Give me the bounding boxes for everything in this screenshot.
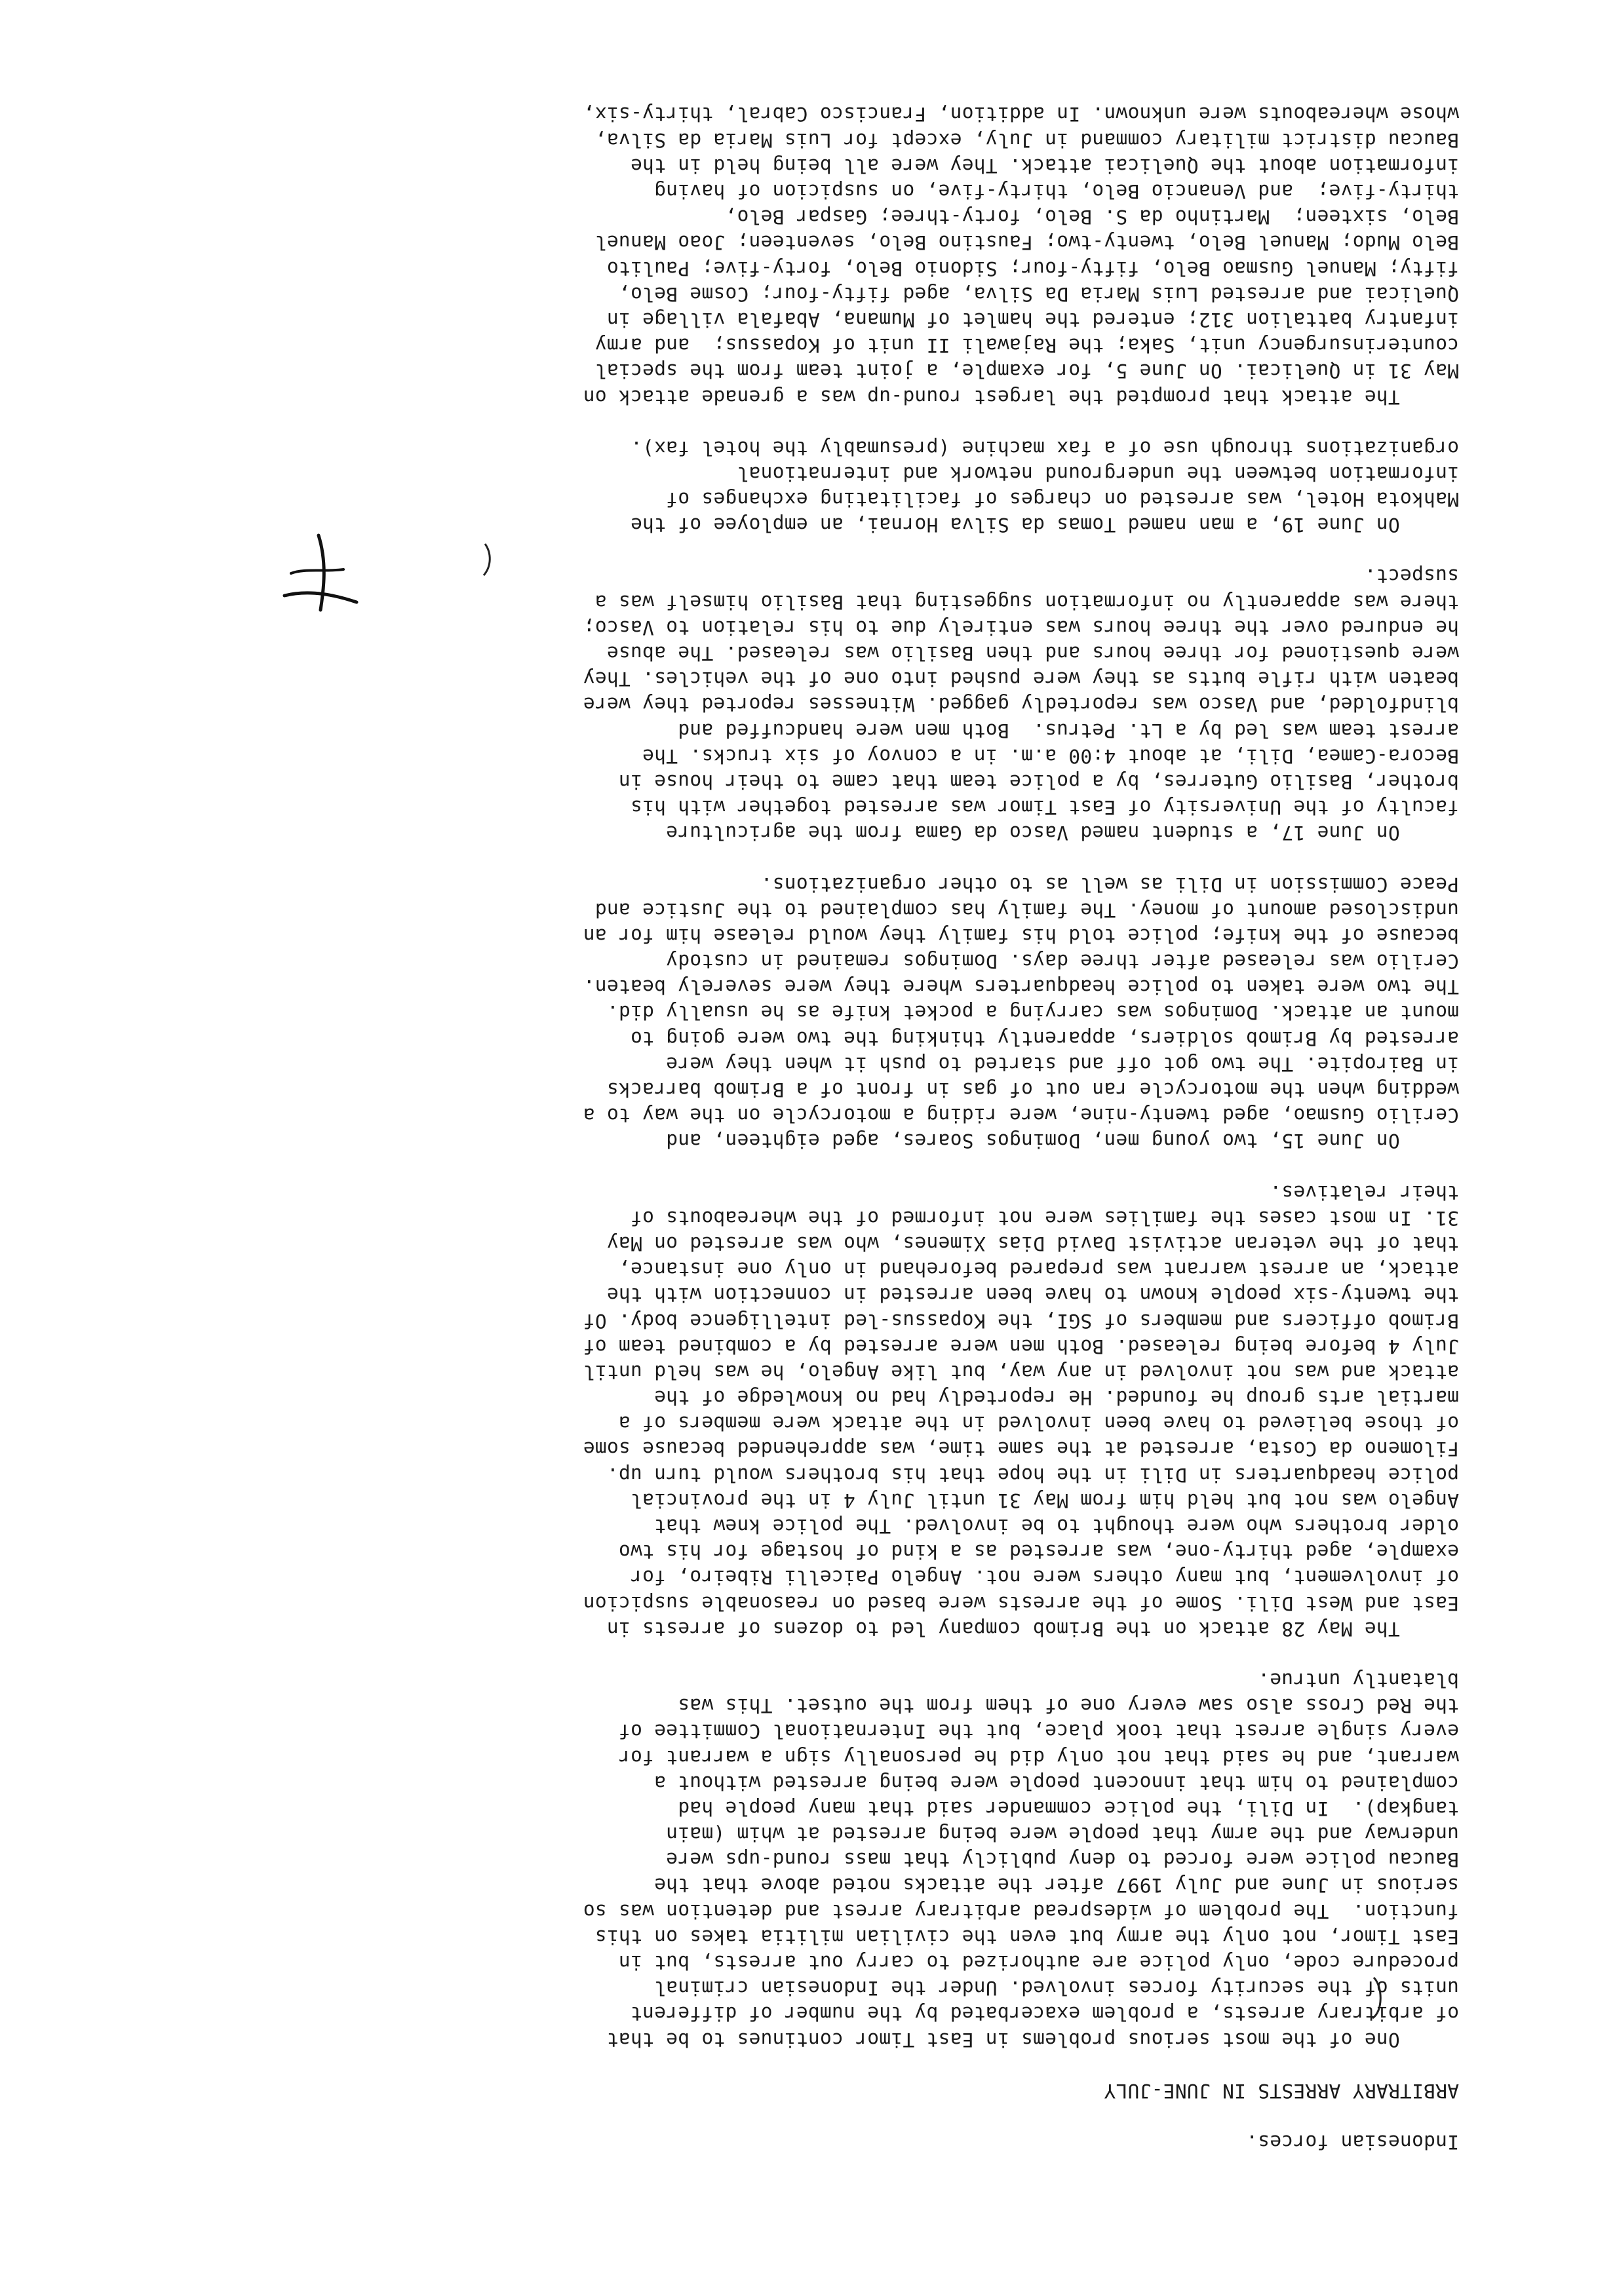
margin-tick-mark [475, 540, 501, 579]
text-line: example, aged thirty-one, was arrested as a kind of hostage for his two [618, 1540, 1459, 1563]
text-line: their relatives. [1270, 1181, 1459, 1204]
document-body [128, 75, 1459, 2154]
paragraph-may-28-attack [128, 1179, 1459, 1641]
text-line: in Bairopite. The two got off and started to push it when they were [665, 1052, 1459, 1075]
text-line: On June 17, a student named Vasco da Gama from the agriculture [665, 822, 1459, 845]
text-line: beaten with rifle butts as they were pushed into one of the vehicles. They [583, 668, 1459, 691]
text-line: Belo, sixteen; Martinho da S. Belo, forty-three; Gaspar Belo, [725, 206, 1459, 229]
text-line: One of the most serious problems in East Timor continues to be that [606, 2028, 1459, 2051]
text-line: every single arrest that took place, but the International Committee of [618, 1720, 1459, 1743]
text-line: Baucau police were forced to deny publicly that mass round-ups were [665, 1848, 1459, 1871]
text-line: The May 28 attack on the Brimob company led to dozens of arrests in [606, 1617, 1459, 1640]
text-line: Baucau district military command in July, except for Luis Maria da Silva, [594, 128, 1459, 151]
text-line: mount an attack. Domingos was carrying a pocket knife as he usually did. [606, 1001, 1459, 1024]
text-line: On June 19, a man named Tomas da Silva Hornai, an employee of the [630, 514, 1459, 537]
text-line: Cerilio was released after three days. Domingos remained in custody [665, 950, 1459, 973]
text-line: units of the security forces involved. Under the Indonesian criminal [653, 1977, 1459, 2000]
text-line: The attack that prompted the largest round-up was a grenade attack on [583, 385, 1459, 408]
text-line: Mahkota Hotel, was arrested on charges of facilitating exchanges of [665, 488, 1459, 511]
text-line: of arbitrary arrests, a problem exacerbated by the number of different [630, 2002, 1459, 2025]
text-line: brother, Basilio Guterres, by a police team that came to their house in [618, 771, 1459, 793]
text-line: Filomeno da Costa, arrested at the same time, was apprehended because some [583, 1438, 1459, 1461]
text-line: On June 15, two young men, Domingos Soares, aged eighteen, and [665, 1130, 1459, 1153]
text-line: thirty-five; and Venancio Belo, thirty-five, on suspicion of having [653, 180, 1459, 203]
text-line: blatantly untrue. [1257, 1669, 1459, 1691]
text-line: Belo Mudo; Manuel Belo, twenty-two; Faustino Belo, seventeen; Joao Manuel [594, 231, 1459, 254]
text-line: police headquarters in Dili in the hope that his brothers would turn up. [606, 1463, 1459, 1486]
lead-line: Indonesian forces. [1245, 2131, 1459, 2153]
text-line: Angelo was not but held him from May 31 until July 4 in the provincial [630, 1489, 1459, 1512]
text-line: July 4 before being released. Both men were arrested by a combined team of [583, 1335, 1459, 1358]
handwritten-initial-mark [271, 530, 383, 615]
paragraph-arbitrary-arrests [128, 1667, 1459, 2052]
text-line: organizations through use of a fax machine (presumably the hotel fax). [630, 436, 1459, 459]
text-line: Brimob officers and members of SGI, the Kopassus-led intelligence body. Of [583, 1309, 1459, 1332]
text-line: The two were taken to police headquarters where they were severely beaten. [583, 976, 1459, 999]
text-line: older brothers who were thought to be involved. The police knew that [653, 1515, 1459, 1538]
text-line: there was apparently no information suggesting that Basilio himself was a [594, 590, 1459, 613]
section-title: ARBITRARY ARRESTS IN JUNE-JULY [1104, 2079, 1459, 2102]
text-line: arrest team was led by a Lt. Petrus. Both men were handcuffed and [678, 719, 1459, 742]
paragraph-june-15 [128, 871, 1459, 1153]
text-line: that of the veteran activist David Dias Ximenes, who was arrested on May [606, 1233, 1459, 1255]
text-line: underway and the army that people were being arrested at whim (main [665, 1823, 1459, 1846]
text-line: tangkap). In Dili, the police commander said that many people had [678, 1797, 1459, 1820]
text-line: complained to him that innocent people were being arrested without a [653, 1771, 1459, 1794]
text-line: blindfolded, and Vasco was reportedly gagged. Witnesses reported they were [583, 693, 1459, 716]
text-line: information about the Quelicai attack. They were all being held in the [630, 154, 1459, 177]
text-line: serious in June and July 1997 after the attacks noted above that the [653, 1874, 1459, 1897]
text-line: 31. In most cases the families were not informed of the whereabouts of [630, 1206, 1459, 1229]
text-line: East Timor, not only the army but even the civilian militia takes on this [594, 1925, 1459, 1948]
text-line: procedure code, only police are authorized to carry out arrests, but in [618, 1951, 1459, 1974]
text-line: warrant, and he said that not only did he personally sign a warrant for [618, 1746, 1459, 1769]
text-line: of involvement, but many others were not. Angelo Paicelli Ribeiro, for [630, 1566, 1459, 1589]
text-line: infantry battalion 312; entered the hamlet of Mumana, Abafala village in [606, 309, 1459, 331]
text-line: whose whereabouts were unknown. In addition, Francisco Cabral, thirty-six, [583, 103, 1459, 126]
text-line: fifty; Manuel Gusmao Belo, fifty-four; Sidonio Belo, forty-five; Paulito [606, 257, 1459, 280]
text-line: were questioned for three hours and then Basilio was released. The abuse [606, 642, 1459, 665]
text-line: Quelicai and arrested Luis Maria Da Silva, aged fifty-four; Cosme Belo, [618, 282, 1459, 305]
text-line: May 31 in Quelicai. On June 5, for example, a joint team from the special [594, 360, 1459, 383]
text-line: martial arts group he founded. He reportedly had no knowledge of the [653, 1387, 1459, 1409]
text-line: of those believed to have been involved in the attack were members of a [618, 1412, 1459, 1435]
text-line: undisclosed amount of money. The family has complained to the Justice and [594, 898, 1459, 921]
text-line: faculty of the University of East Timor was arrested together with his [630, 796, 1459, 819]
text-line: because of the knife; police told his family they would release him for an [583, 924, 1459, 947]
text-line: wedding when the motorcycle ran out of gas in front of a Brimob barracks [606, 1079, 1459, 1101]
text-line: arrested by Brimob soldiers, apparently thinking the two were going to [630, 1027, 1459, 1050]
text-line: function. The problem of widespread arbitrary arrest and detention was so [583, 1900, 1459, 1923]
text-line: Becora-Camea, Dili, at about 4:00 a.m. in a convoy of six trucks. The [642, 744, 1459, 767]
text-line: he endured over the three hours was entirely due to his relation to Vasco; [583, 616, 1459, 639]
text-line: information between the underground network and international [737, 462, 1459, 485]
text-line: counterinsurgency unit, Saka; the Rajawali II unit of Kopassus; and army [594, 334, 1459, 357]
text-line: attack, an arrest warrant was prepared beforehand in only one instance, [618, 1258, 1459, 1281]
text-line: East and West Dili. Some of the arrests were based on reasonable suspicion [583, 1592, 1459, 1615]
text-line: attack and was not involved in any way, but like Angelo, he was held until [583, 1360, 1459, 1383]
text-line: Peace Commission in Dili as well as to other organizations. [760, 873, 1459, 896]
paragraph-june-19 [128, 435, 1459, 538]
text-line: the Red Cross also saw every one of them from the outset. This was [678, 1694, 1459, 1717]
paragraph-quelicai-roundup [128, 101, 1459, 409]
text-line: Cerilio Gusmao, aged twenty-nine, were riding a motorcycle on the way to a [583, 1104, 1459, 1127]
text-line: suspect. [1364, 565, 1459, 588]
text-line: the twenty-six people known to have been arrested in connection with the [606, 1284, 1459, 1307]
